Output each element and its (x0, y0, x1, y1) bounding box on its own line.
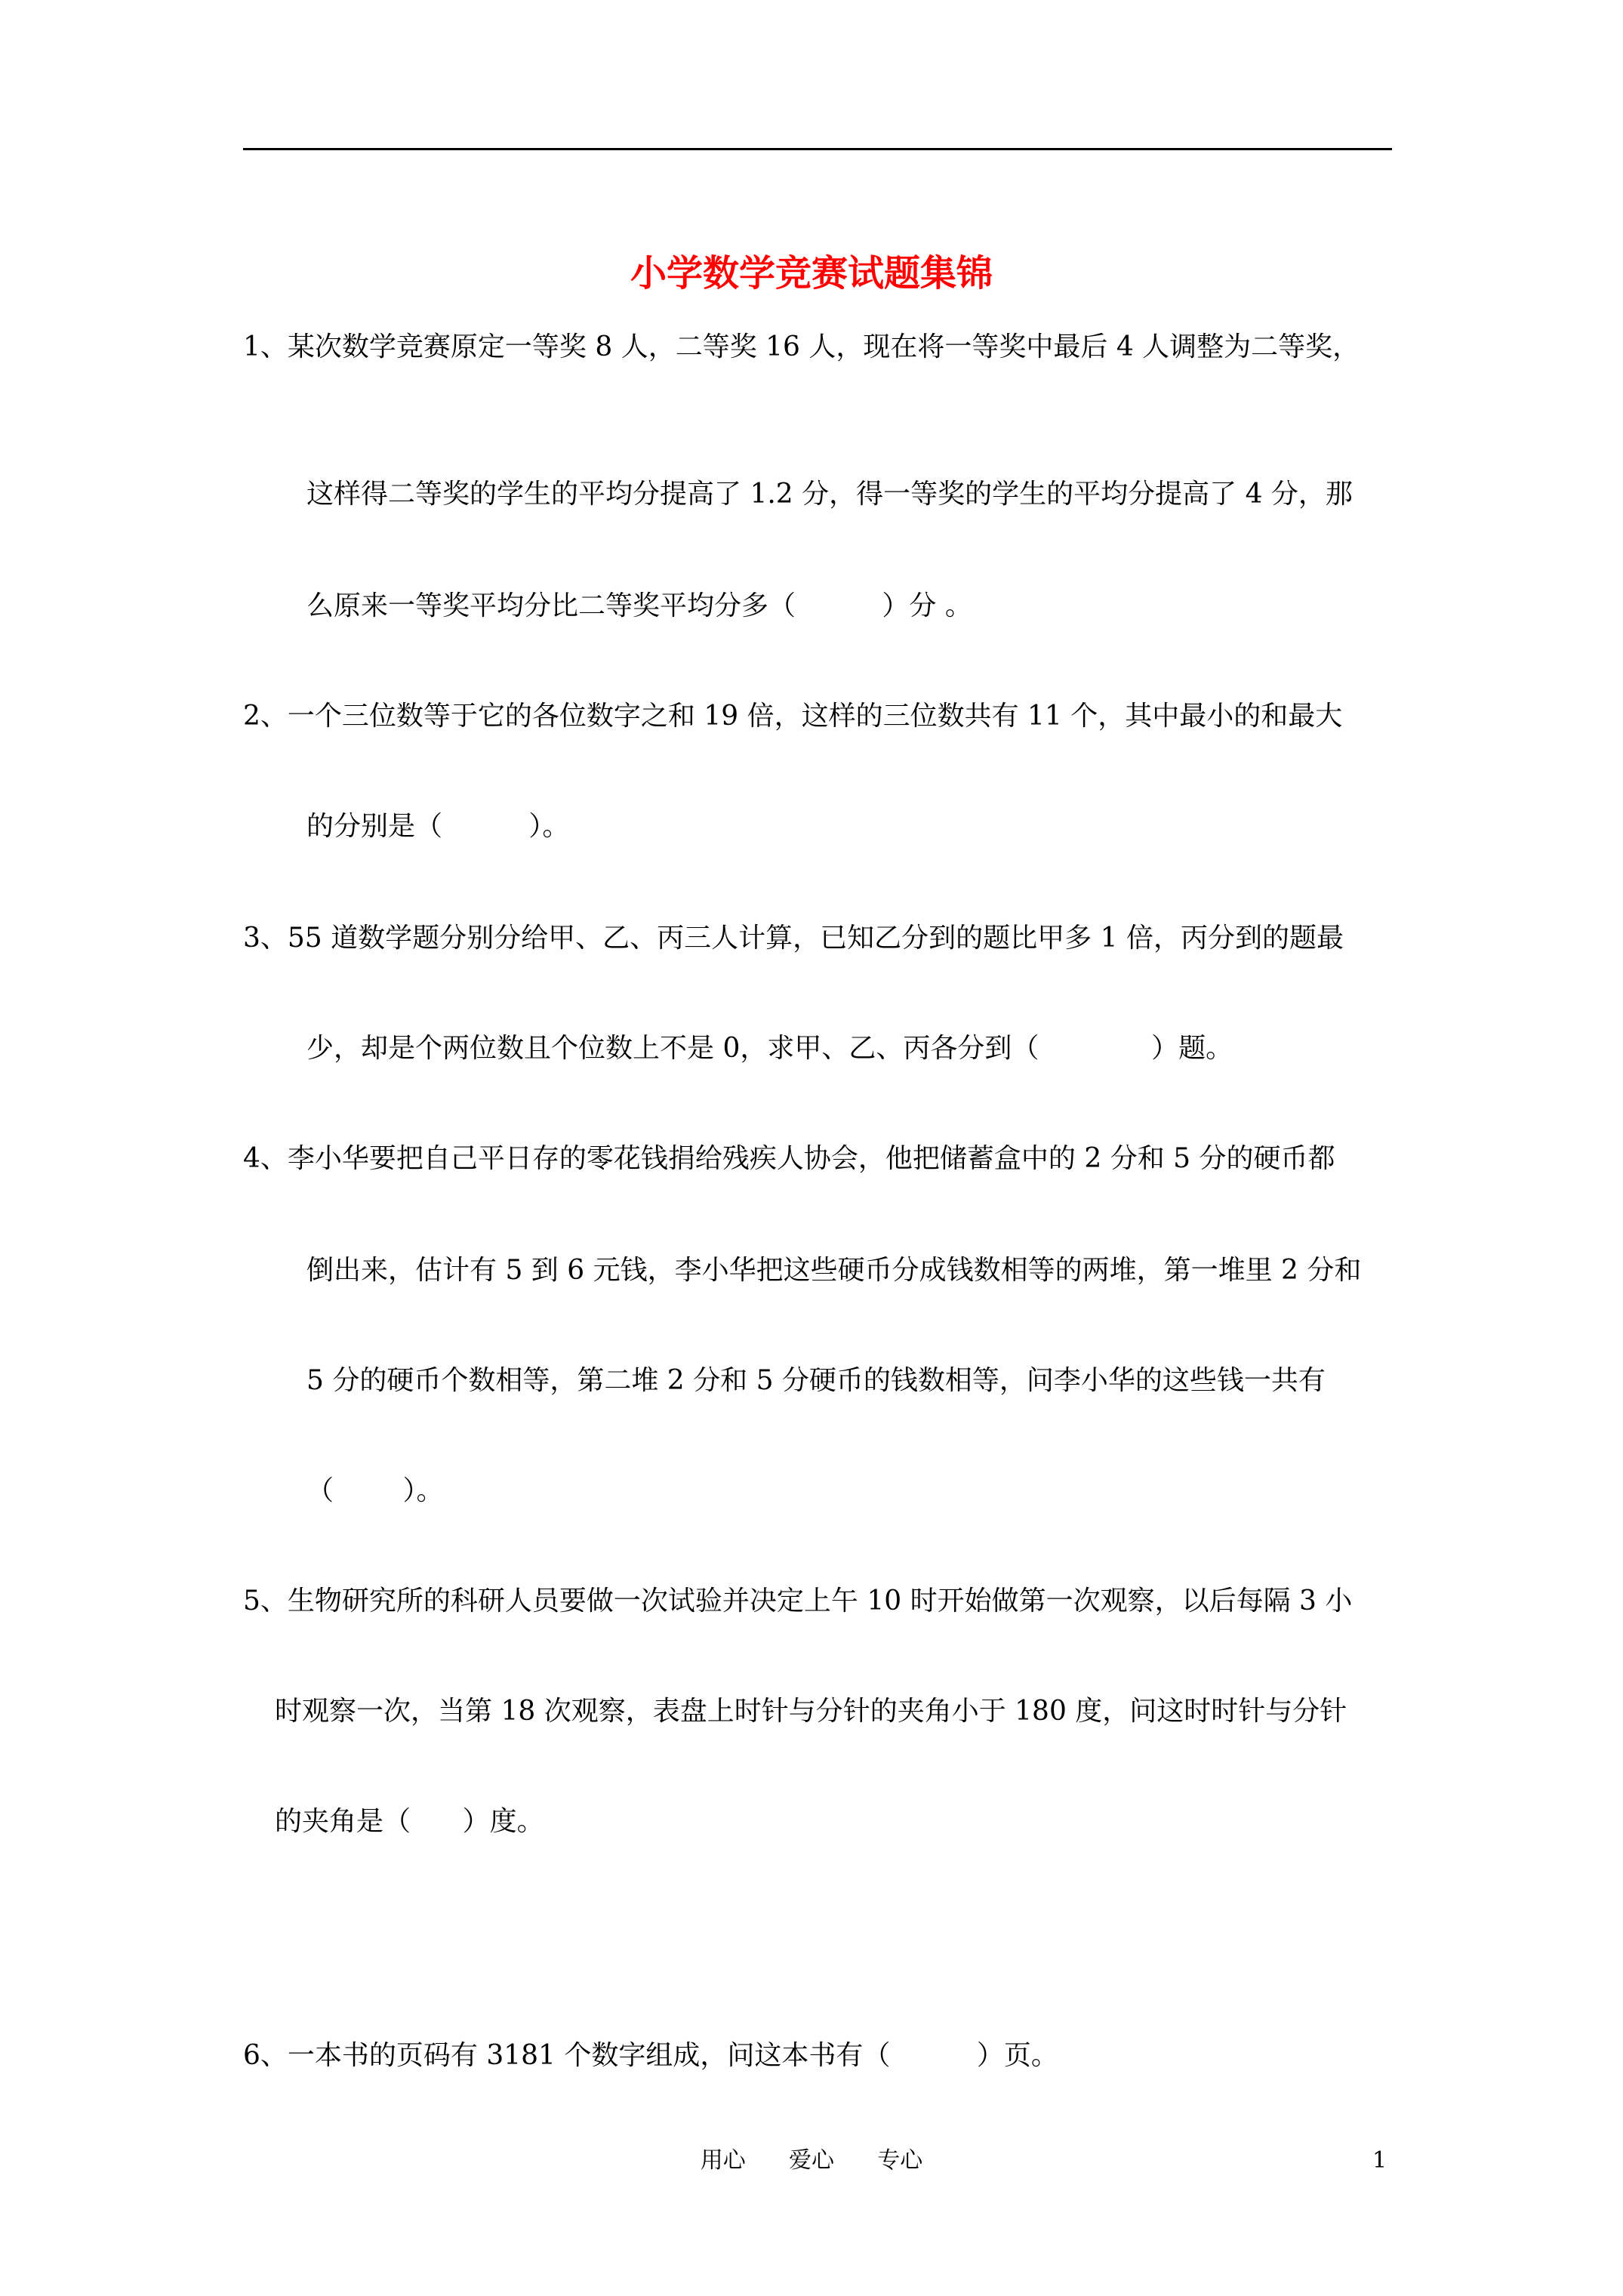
question-4-line-3: 5 分的硬币个数相等，第二堆 2 分和 5 分硬币的钱数相等，问李小华的这些钱一共有 (306, 1365, 1326, 1396)
question-3-line-1: 3、55 道数学题分别分给甲、乙、丙三人计算，已知乙分到的题比甲多 1 倍，丙分到的题最 (243, 923, 1344, 954)
footer-slogan: 用心 爱心 专心 (700, 2147, 923, 2174)
question-1-line-1: 1、某次数学竞赛原定一等奖 8 人，二等奖 16 人，现在将一等奖中最后 4 人调整为二等奖， (243, 331, 1360, 362)
question-2-line-2: 的分别是（ ）。 (306, 811, 570, 842)
question-4-line-2: 倒出来，估计有 5 到 6 元钱，李小华把这些硬币分成钱数相等的两堆，第一堆里 2 分和 (306, 1255, 1362, 1286)
question-5-line-1: 5、生物研究所的科研人员要做一次试验并决定上午 10 时开始做第一次观察，以后每隔 3 小 (243, 1586, 1353, 1616)
question-2-line-1: 2、一个三位数等于它的各位数字之和 19 倍，这样的三位数共有 11 个，其中最小的和最大 (243, 701, 1343, 732)
question-1-line-2: 这样得二等奖的学生的平均分提高了 1.2 分，得一等奖的学生的平均分提高了 4 分，那 (306, 479, 1353, 510)
question-5-line-2: 时观察一次，当第 18 次观察，表盘上时针与分针的夹角小于 180 度，问这时时针与分针 (275, 1696, 1347, 1727)
question-4-line-4: （ ）。 (306, 1475, 444, 1506)
question-1-line-3: 么原来一等奖平均分比二等奖平均分多（ ）分 。 (306, 590, 972, 621)
page-number: 1 (1372, 2147, 1387, 2174)
question-5-line-3: 的夹角是（ ）度。 (275, 1806, 544, 1837)
question-6-line-1: 6、一本书的页码有 3181 个数字组成，问这本书有（ ）页。 (243, 2040, 1058, 2071)
question-3-line-2: 少，却是个两位数且个位数上不是 0，求甲、乙、丙各分到（ ）题。 (306, 1033, 1233, 1064)
page-title: 小学数学竞赛试题集锦 (630, 252, 993, 294)
question-4-line-1: 4、李小华要把自己平日存的零花钱捐给残疾人协会，他把储蓄盒中的 2 分和 5 分的硬币都 (243, 1143, 1335, 1174)
header-rule (243, 148, 1392, 150)
